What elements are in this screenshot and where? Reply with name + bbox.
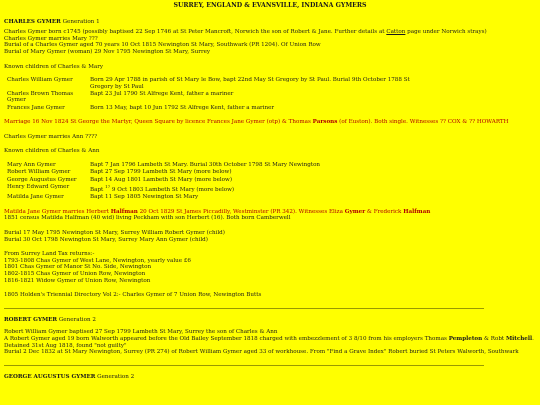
table-row — [5, 105, 412, 111]
table-row — [5, 169, 322, 175]
catton-link[interactable]: Catton — [386, 29, 406, 36]
table-row — [5, 77, 412, 90]
text-line: Matilda Jane Gymer marries Herbert Halfman 20 Oct 1829 St James Piccadilly, Westminster (PR 342). Witnesses Eliza Gymer & Frederick Halfman — [4, 208, 431, 215]
charles-intro — [4, 29, 536, 55]
child-name: Charles Brown Thomas Gymer — [7, 90, 74, 104]
children-table — [4, 161, 323, 202]
page-title: SURREY, ENGLAND & EVANSVILLE, INDIANA GYMERS — [173, 2, 367, 9]
section-heading-charles — [4, 19, 536, 26]
divider — [4, 365, 484, 366]
children-table — [4, 76, 413, 112]
section-heading-robert — [4, 317, 536, 324]
child-name: Robert William Gymer — [7, 169, 71, 176]
section-charles — [4, 19, 536, 299]
section-heading-george — [4, 374, 536, 381]
text-line: Burial 2 Dec 1832 at St Mary Newington, Surrey (PR 274) of Robert William Gymer aged 33 of workhouse. From "Find a Grave Index" Robert buried St Peters Walworth, Southwark — [4, 349, 519, 356]
matilda-record — [4, 209, 536, 222]
person-name: CHARLES GYMER — [4, 18, 61, 25]
child-name: Charles William Gymer — [7, 77, 73, 84]
child-detail: Bapt 11 Sep 1805 Newington St Mary — [90, 194, 199, 201]
child-detail: Bapt 27 Sep 1799 Lambeth St Mary (more below) — [90, 169, 232, 176]
table-row — [5, 177, 322, 183]
children-heading: Known children of Charles & Ann — [4, 148, 100, 155]
text-line: 1802-1815 Chas Gymer of Union Row, Newington — [4, 271, 146, 278]
person-name: ROBERT GYMER — [4, 316, 58, 323]
text-line: 1851 census Matilda Halfman (40 wid) living Peckham with son Herbert (16). Both born Camberwell — [4, 215, 291, 222]
child-detail: Bapt 23 Jul 1790 St Alfrege Kent, father a mariner — [90, 90, 234, 97]
generation-label: Generation 1 — [62, 18, 100, 25]
text-line: Burial of a Charles Gymer aged 70 years 10 Oct 1815 Newington St Mary, Southwark (PR 1204). Of Union Row — [4, 42, 321, 49]
text-line: Burial of Mary Gymer (woman) 29 Nov 1795 Newington St Mary, Surrey — [4, 48, 211, 55]
marriage-record: Marriage 16 Nov 1824 St George the Martyr, Queen Square by licence Frances Jane Gymer (otp) & Thomas Parsons (of Euston). Both single. Witnesses ?? COX & ?? HOWARTH — [4, 119, 509, 126]
table-row — [5, 184, 322, 193]
section-george — [4, 374, 536, 381]
child-name: Henry Edward Gymer — [7, 184, 70, 191]
child-name: Frances Jane Gymer — [7, 104, 65, 111]
table-row — [5, 162, 322, 168]
child-name: George Augustus Gymer — [7, 176, 77, 183]
land-tax-records — [4, 251, 536, 284]
text-line: 1816-1821 Widow Gymer of Union Row, Newington — [4, 277, 151, 284]
table-row — [5, 91, 412, 104]
burial-records — [4, 230, 536, 243]
text-line: Burial 30 Oct 1798 Newington St Mary, Surrey Mary Ann Gymer (child) — [4, 236, 208, 243]
text-line: Charles Gymer born c1745 (possibly baptised 22 Sep 1746 at St Peter Mancroft, Norwich the son of Robert & Jane. Further details at Catton page under Norwich strays) — [4, 29, 487, 36]
text-line: Robert William Gymer baptised 27 Sep 1799 Lambeth St Mary, Surrey the son of Charles & Ann — [4, 329, 278, 336]
children-heading: Known children of Charles & Mary — [4, 63, 104, 70]
child-name: Matilda Jane Gymer — [7, 194, 64, 201]
child-detail: Bapt 7 Jan 1796 Lambeth St Mary. Burial 30th October 1798 St Mary Newington — [90, 161, 321, 168]
ann-marriage: Charles Gymer marries Ann ???? — [4, 133, 98, 140]
table-row — [5, 194, 322, 200]
generation-label: Generation 2 — [97, 373, 135, 380]
child-detail: Bapt $^{17}$ 9 Oct 1803 Lambeth St Mary (more below) — [90, 184, 235, 194]
text-line: Burial 17 May 1795 Newington St Mary, Surrey William Robert Gymer (child) — [4, 230, 225, 237]
divider — [4, 308, 484, 309]
text-line: From Surrey Land Tax returns:- — [4, 251, 95, 258]
section-robert — [4, 317, 536, 356]
text-line: A Robert Gymer aged 19 born Walworth appeared before the Old Bailey September 1818 charged with embezzlement of 3 8/10 from his employers Thomas Pempleton & Robt Mitchell. Detained 31st Aug 1818, found "not guilty" — [4, 335, 534, 349]
text-line: Charles Gymer marries Mary ??? — [4, 35, 98, 42]
child-name: Mary Ann Gymer — [7, 161, 56, 168]
text-line: 1793-1808 Chas Gymer of West Lane, Newington, yearly value £6 — [4, 257, 191, 264]
text-line: 1801 Chas Gymer of Manor St No. Side, Newington — [4, 264, 152, 271]
child-detail: Born 29 Apr 1788 in parish of St Mary le Bow, bapt 22nd May St Gregory by St Paul. Burial 9th October 1788 St Gregory by St Paul — [90, 77, 410, 90]
generation-label: Generation 2 — [58, 316, 96, 323]
child-detail: Born 13 May, bapt 10 Jun 1792 St Alfrege Kent, father a mariner — [90, 104, 275, 111]
person-name: GEORGE AUGUSTUS GYMER — [4, 373, 96, 380]
child-detail: Bapt 14 Aug 1801 Lambeth St Mary (more below) — [90, 176, 233, 183]
directory-record: 1805 Holden's Triennial Directory Vol 2:- Charles Gymer of 7 Union Row, Newington Butts — [4, 292, 262, 299]
